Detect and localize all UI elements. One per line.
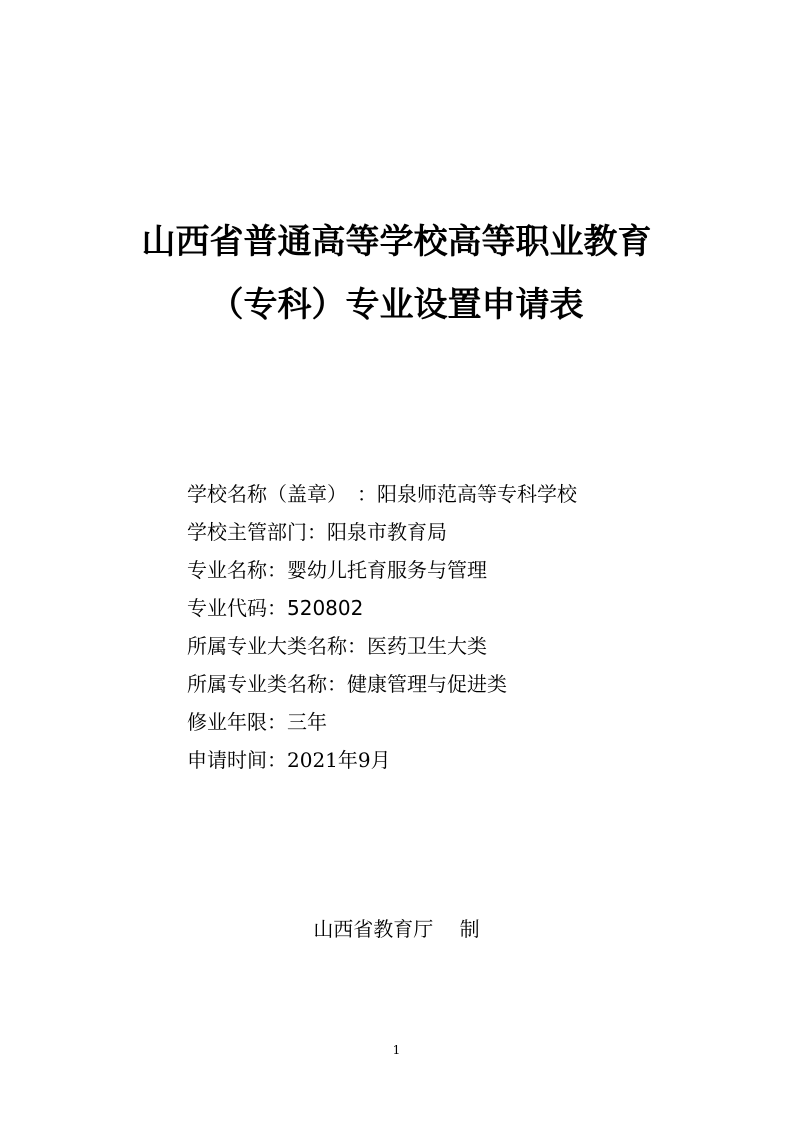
field-value: 520802 xyxy=(287,596,364,620)
field-value: 阳泉市教育局 xyxy=(327,520,447,544)
field-separator: ： xyxy=(347,634,367,658)
field-value: 医药卫生大类 xyxy=(367,634,487,658)
field-label: 专业代码 xyxy=(187,596,267,620)
field-label: 所属专业大类名称 xyxy=(187,634,347,658)
field-major-category xyxy=(187,630,747,668)
field-separator: ： xyxy=(327,672,347,696)
field-value: 三年 xyxy=(287,710,327,734)
field-supervising-department xyxy=(187,516,747,554)
field-label: 申请时间 xyxy=(187,748,267,772)
field-separator: ： xyxy=(267,710,287,734)
field-value: 阳泉师范高等专科学校 xyxy=(377,482,577,506)
field-major-code xyxy=(187,592,747,630)
field-separator: ： xyxy=(337,482,377,506)
field-label: 学校名称（盖章） xyxy=(187,482,337,506)
document-title-line-2: （专科）专业设置申请表 xyxy=(209,285,584,325)
field-separator: ： xyxy=(267,596,287,620)
field-label: 修业年限 xyxy=(187,710,267,734)
field-label: 专业名称 xyxy=(187,558,267,582)
field-value: 婴幼儿托育服务与管理 xyxy=(287,558,487,582)
field-value: 2021年9月 xyxy=(287,748,391,772)
field-major-name xyxy=(187,554,747,592)
document-title-line-1: 山西省普通高等学校高等职业教育 xyxy=(141,222,652,262)
field-separator: ： xyxy=(267,558,287,582)
field-study-duration xyxy=(187,706,747,744)
field-application-date xyxy=(187,744,747,782)
field-label: 学校主管部门 xyxy=(187,520,307,544)
field-separator: ： xyxy=(267,748,287,772)
issuer-line: 山西省教育厅 制 xyxy=(313,917,480,941)
page-number: 1 xyxy=(392,1043,401,1057)
field-school-name xyxy=(187,478,747,516)
application-info-fields xyxy=(187,478,747,782)
field-separator: ： xyxy=(307,520,327,544)
field-major-class xyxy=(187,668,747,706)
field-value: 健康管理与促进类 xyxy=(347,672,507,696)
field-label: 所属专业类名称 xyxy=(187,672,327,696)
